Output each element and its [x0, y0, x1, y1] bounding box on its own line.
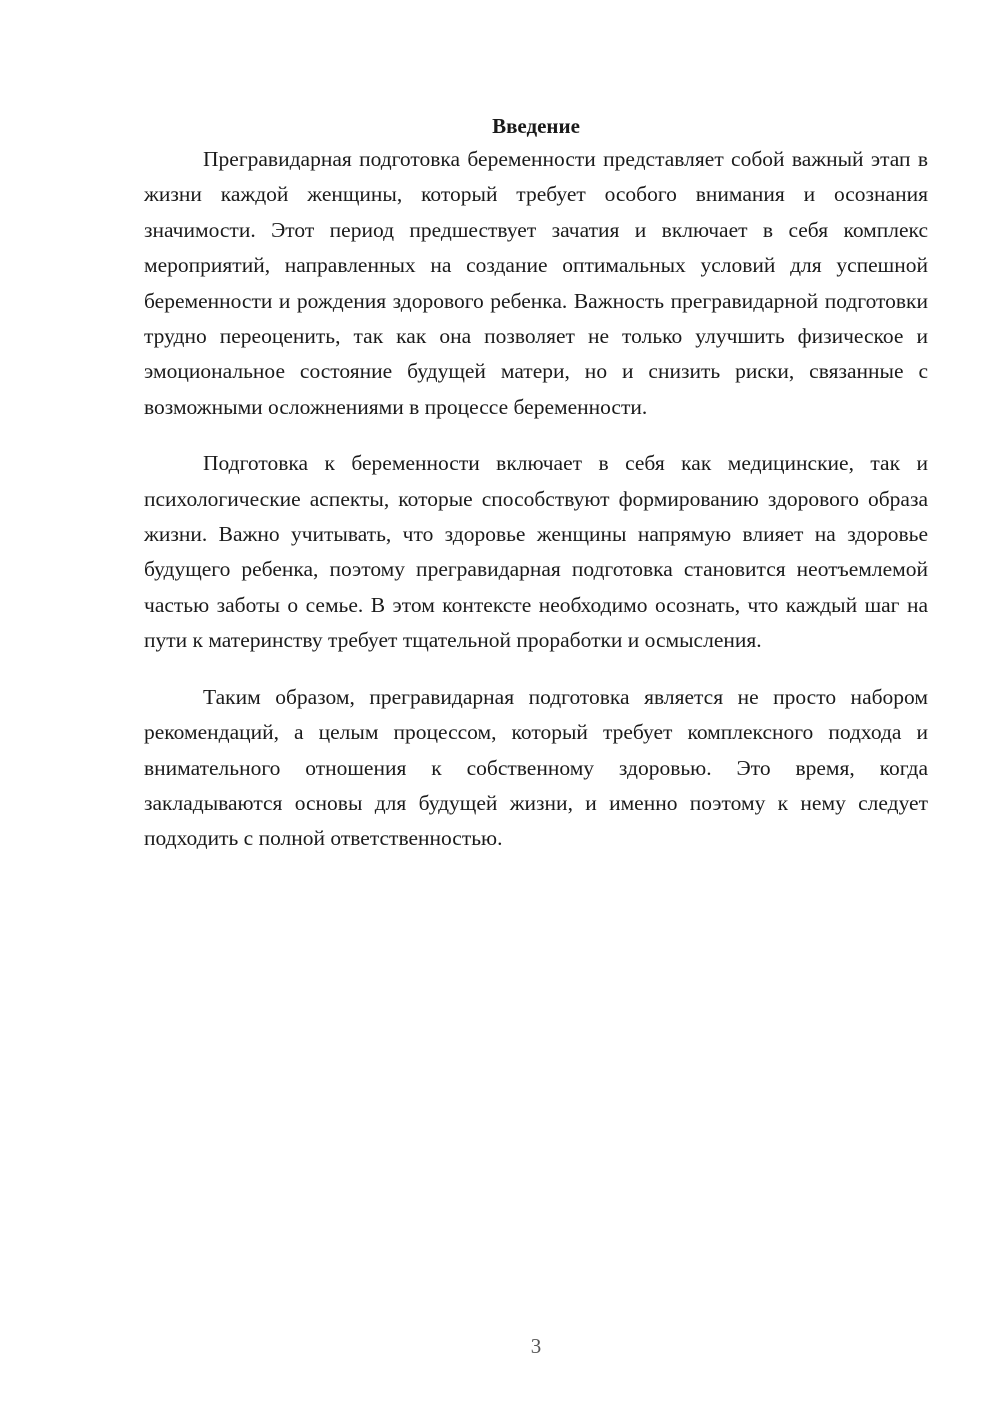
- paragraph-2: Подготовка к беременности включает в себя как медицинские, так и психологические аспекты, которые способствуют формированию здорового образа жизни. Важно учитывать, что здоровье женщины напрямую влияет на здоровье будущего ребенка, поэтому прегравидарная подготовка становится неотъемлемой частью заботы о семье. В этом контексте необходимо осознать, что каждый шаг на пути к материнству требует тщательной проработки и осмысления.: [144, 451, 928, 653]
- paragraph-3: Таким образом, прегравидарная подготовка является не просто набором рекомендаций, а целым процессом, который требует комплексного подхода и внимательного отношения к собственному здоровью. Это время, когда закладываются основы для будущей жизни, и именно поэтому к нему следует подходить с полной ответственностью.: [144, 684, 928, 851]
- section-heading: Введение: [492, 114, 580, 139]
- page-number: 3: [530, 1334, 542, 1358]
- document-body: [144, 142, 928, 878]
- paragraph-1: Прегравидарная подготовка беременности представляет собой важный этап в жизни каждой женщины, который требует особого внимания и осознания значимости. Этот период предшествует зачатия и включает в себя комплекс мероприятий, направленных на создание оптимальных условий для успешной беременности и рождения здорового ребенка. Важность прегравидарной подготовки трудно переоценить, так как она позволяет не только улучшить физическое и эмоциональное состояние будущей матери, но и снизить риски, связанные с возможными осложнениями в процессе беременности.: [144, 147, 928, 419]
